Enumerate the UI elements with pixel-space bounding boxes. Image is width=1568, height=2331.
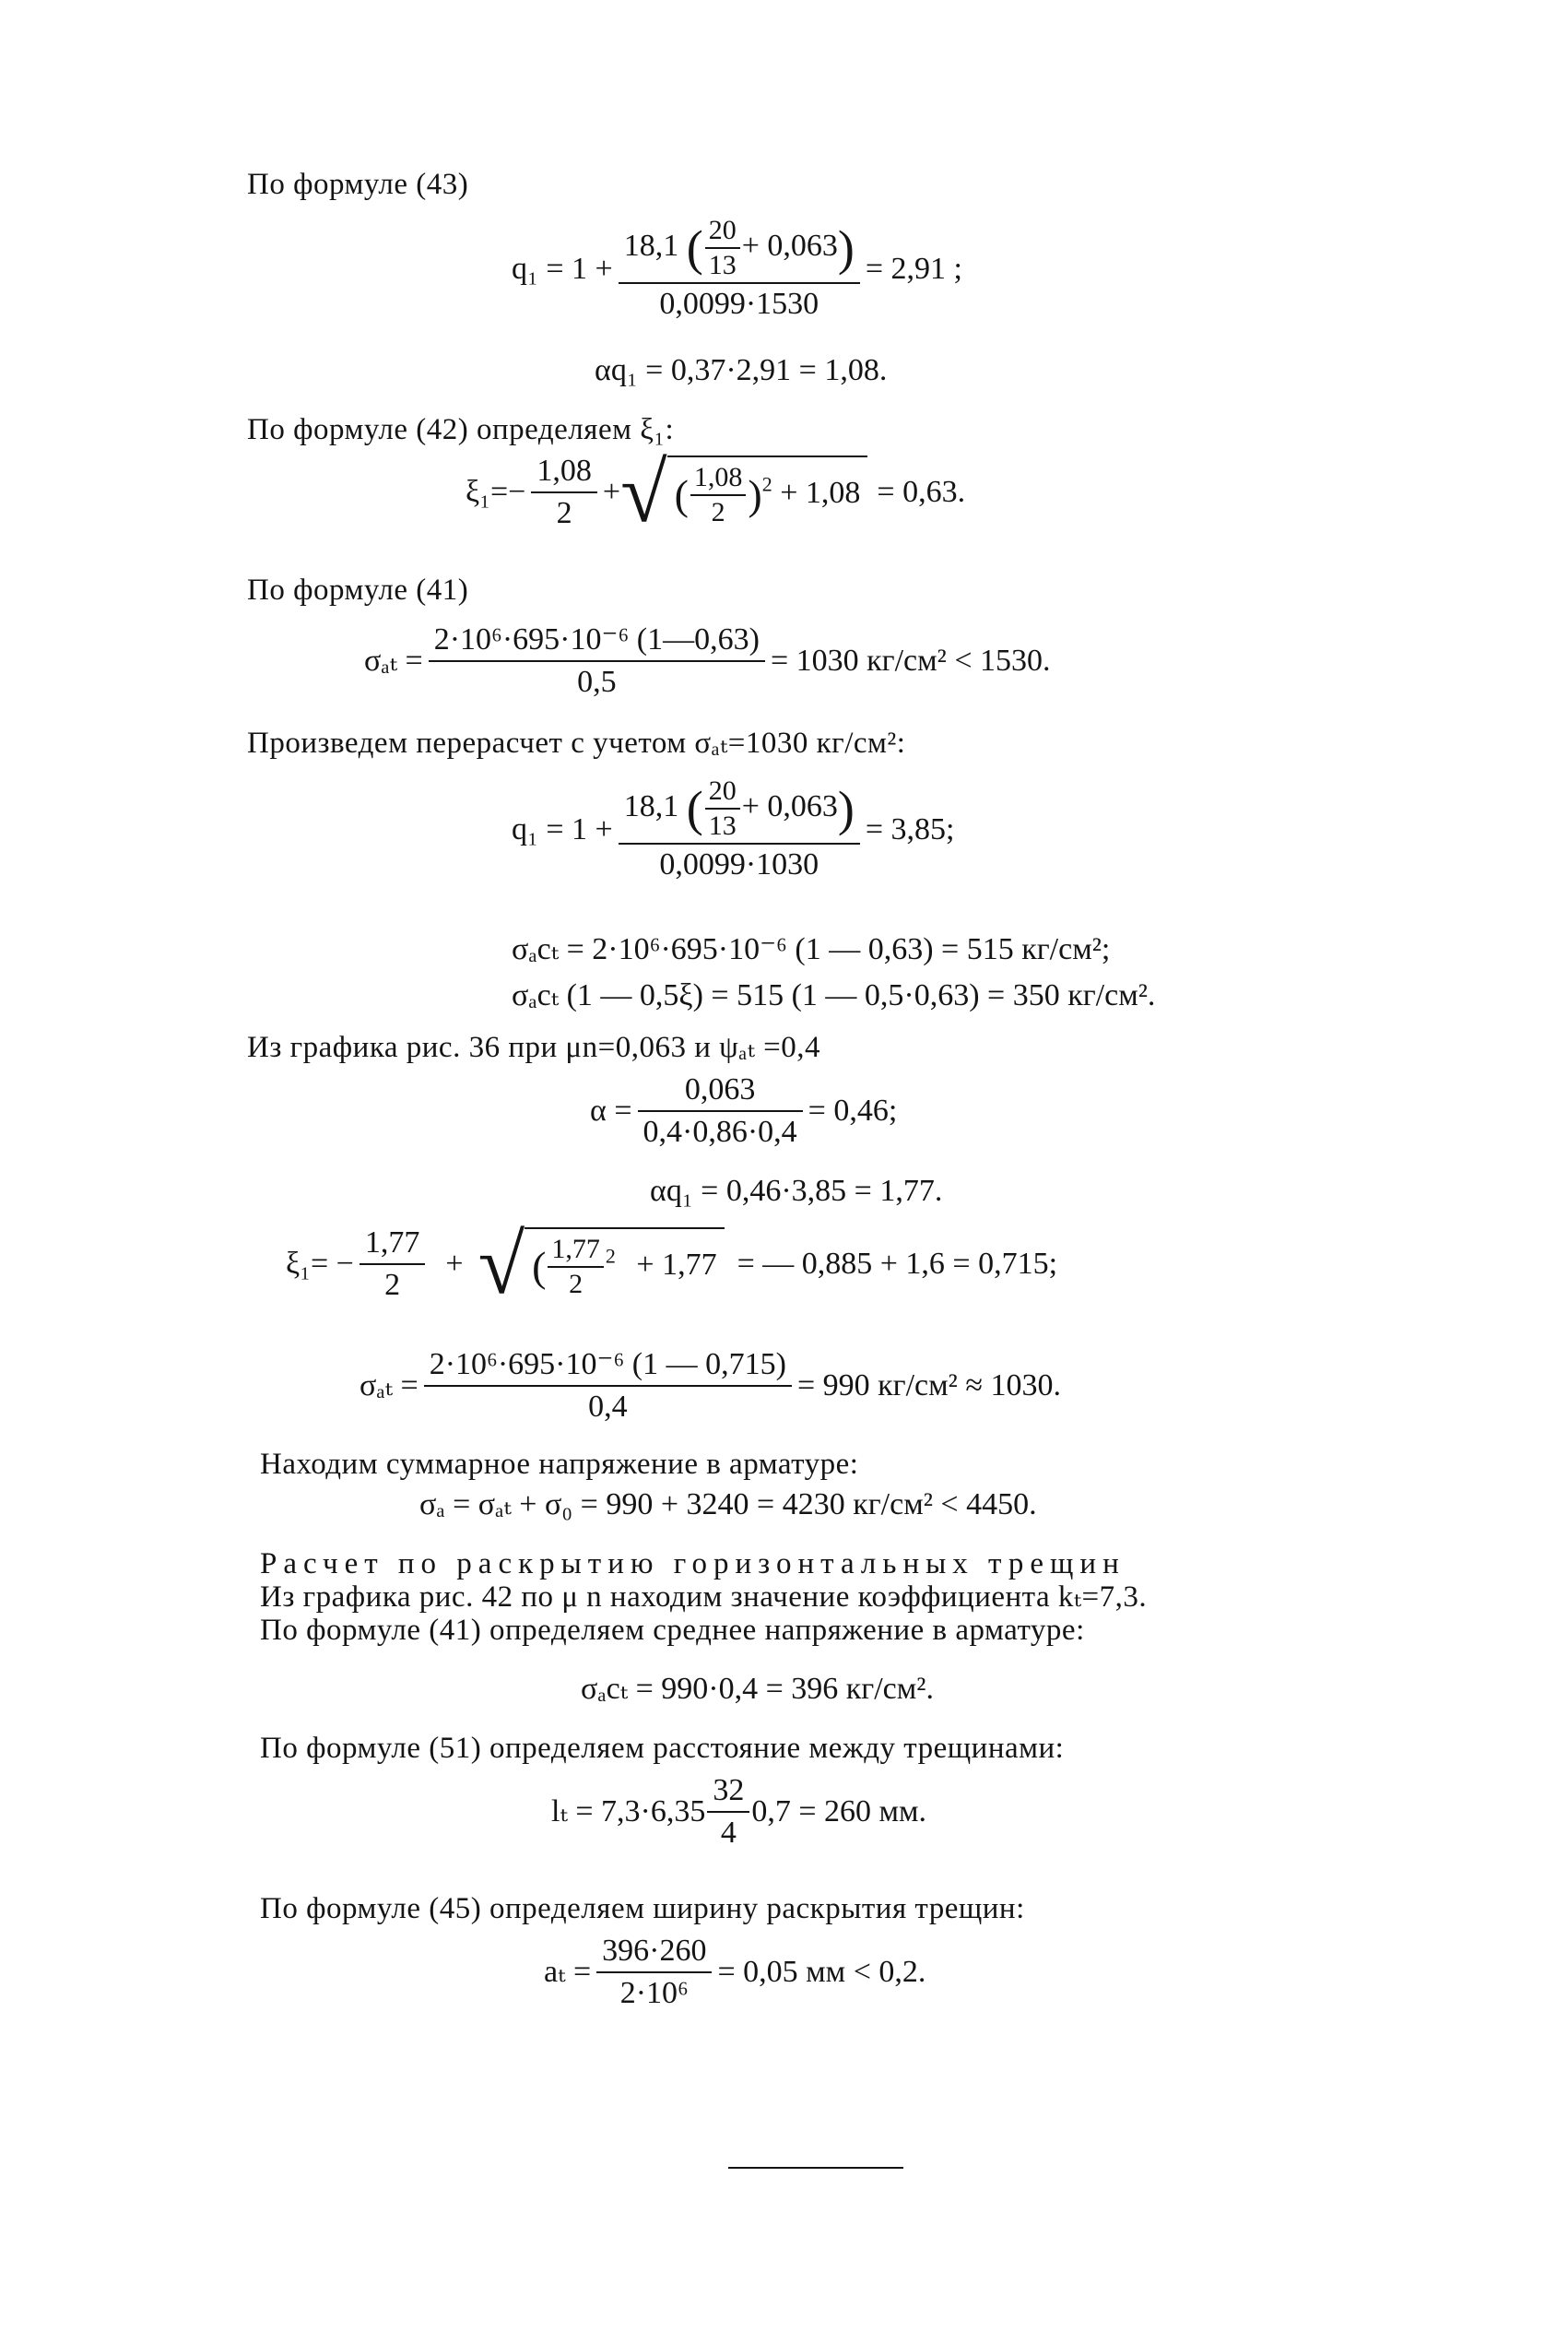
eq5-fraction — [619, 775, 860, 885]
equation-xi1-first — [466, 445, 966, 539]
eq4-num: 2·10⁶·695·10⁻⁶ (1—0,63) — [429, 620, 765, 662]
equation-crack-spacing — [551, 1770, 926, 1853]
eq11-result: = 990 кг/см² ≈ 1030. — [796, 1368, 1061, 1402]
eq3-num: 1,08 — [531, 451, 597, 493]
equation-sigma-at-first — [364, 620, 1051, 703]
eq5-result: = 3,85; — [865, 812, 955, 846]
eq4-lhs: σₐₜ = — [364, 644, 423, 678]
eq14-fraction — [707, 1770, 749, 1853]
section-heading: Расчет по раскрытию горизонтальных трещин — [260, 1547, 1126, 1580]
eq10-radicand: ( $\frac{1,77}{2}$ $^2$ + 1,77 — [525, 1227, 725, 1301]
eq3-inner-fraction — [690, 461, 747, 529]
text-line-6: Находим суммарное напряжение в арматуре: — [260, 1448, 859, 1481]
eq15-result: = 0,05 мм < 0,2. — [717, 1955, 926, 1989]
eq3-result: = 0,63. — [877, 475, 966, 509]
eq1-inner-rest: + 0,063 — [741, 228, 838, 263]
eq3-fraction — [531, 451, 597, 534]
eq1-inner-fraction — [705, 214, 740, 282]
eq5-lhs: q₁ = 1 + — [512, 812, 613, 846]
equation-sigma-act-second: σₐcₜ (1 — 0,5ξ) = 515 (1 — 0,5·0,63) = 350 кг/см². — [512, 978, 1156, 1012]
equation-sigma-at-second — [360, 1344, 1061, 1427]
eq8-den: 0,4·0,86·0,4 — [643, 1115, 797, 1149]
end-divider — [728, 2167, 903, 2169]
eq10-inner-rest: + 1,77 — [636, 1247, 717, 1282]
equation-xi1-second — [286, 1217, 1058, 1311]
equation-alpha-q1-first: αq₁ = 0,37·2,91 = 1,08. — [595, 353, 888, 387]
text-line-1: По формуле (43) — [247, 168, 469, 201]
eq1-coef: 18,1 — [623, 228, 679, 263]
eq10-fraction — [360, 1223, 426, 1306]
text-line-11: По формуле (45) определяем ширину раскрытия трещин: — [260, 1892, 1025, 1925]
eq3-inner-num: 1,08 — [690, 461, 747, 496]
equation-q1-first — [512, 214, 962, 325]
eq8-fraction — [638, 1070, 803, 1153]
eq4-fraction — [429, 620, 765, 703]
equation-sigma-act-first: σₐcₜ = 2·10⁶·695·10⁻⁶ (1 — 0,63) = 515 кг/см²; — [512, 932, 1111, 966]
eq1-denominator: 0,0099·1530 — [659, 287, 819, 321]
sqrt-icon: √ — [620, 445, 667, 539]
text-line-4: Произведем перерасчет с учетом σₐₜ=1030 кг/см²: — [247, 727, 906, 760]
eq1-numerator: 18,1 ( $\frac{20}{13}$ + 0,063) — [619, 214, 860, 284]
eq3-radicand: ( $\frac{1,08}{2}$ )$^2$ + 1,08 — [667, 456, 868, 529]
equation-q1-second — [512, 775, 954, 885]
eq1-fraction — [619, 214, 860, 325]
eq11-lhs: σₐₜ = — [360, 1368, 419, 1402]
text-line-3: По формуле (41) — [247, 574, 469, 607]
equation-alpha-q1-second: αq₁ = 0,46·3,85 = 1,77. — [650, 1174, 943, 1208]
eq14-num: 32 — [707, 1770, 749, 1813]
eq15-den: 2·10⁶ — [619, 1976, 689, 2010]
eq3-inner-den: 2 — [711, 497, 725, 527]
eq5-denominator: 0,0099·1030 — [659, 847, 819, 882]
eq14-lhs: lₜ = 7,3·6,35 — [551, 1794, 706, 1828]
eq1-inner-den: 13 — [708, 250, 737, 280]
eq15-num: 396·260 — [596, 1931, 712, 1973]
eq1-lhs: q₁ = 1 + — [512, 252, 613, 286]
eq15-fraction — [596, 1931, 712, 2014]
text-line-9: По формуле (41) определяем среднее напряжение в арматуре: — [260, 1614, 1085, 1647]
eq5-inner-fraction — [705, 775, 740, 843]
eq10-inner-num: 1,77 — [548, 1233, 604, 1268]
text-line-8: Из графика рис. 42 по μ n находим значение коэффициента kₜ=7,3. — [260, 1580, 1148, 1614]
eq8-lhs: α = — [590, 1094, 632, 1128]
eq5-inner-den: 13 — [708, 811, 737, 841]
eq10-inner-den: 2 — [569, 1269, 584, 1299]
eq11-den: 0,4 — [588, 1390, 628, 1424]
eq10-result: = — 0,885 + 1,6 = 0,715; — [737, 1247, 1058, 1281]
equation-crack-width — [544, 1931, 925, 2014]
eq11-fraction — [424, 1344, 792, 1427]
sqrt-icon: √ — [477, 1217, 525, 1311]
eq4-result: = 1030 кг/см² < 1530. — [770, 644, 1051, 678]
eq15-lhs: aₜ = — [544, 1955, 592, 1989]
eq10-den: 2 — [384, 1268, 401, 1302]
text-line-10: По формуле (51) определяем расстояние между трещинами: — [260, 1732, 1065, 1765]
eq14-den: 4 — [720, 1816, 737, 1850]
eq10-num: 1,77 — [360, 1223, 426, 1265]
eq1-result: = 2,91 ; — [865, 252, 962, 286]
eq14-result: 0,7 = 260 мм. — [751, 1794, 927, 1828]
eq3-plus: + — [602, 475, 621, 509]
eq5-inner-rest: + 0,063 — [741, 788, 838, 823]
equation-sigma-a-total: σₐ = σₐₜ + σ₀ = 990 + 3240 = 4230 кг/см² < 4450. — [419, 1487, 1037, 1521]
eq3-inner-rest: + 1,08 — [780, 475, 861, 510]
eq5-coef: 18,1 — [623, 788, 679, 823]
eq8-result: = 0,46; — [808, 1094, 898, 1128]
eq10-inner-fraction — [548, 1233, 604, 1301]
eq4-den: 0,5 — [577, 665, 617, 699]
text-line-5: Из графика рис. 36 при μn=0,063 и ψₐₜ =0,4 — [247, 1031, 821, 1064]
eq1-inner-num: 20 — [705, 214, 740, 249]
text-line-2: По формуле (42) определяем ξ₁: — [247, 413, 675, 446]
eq10-lhs: ξ₁= − — [286, 1247, 354, 1281]
equation-alpha — [590, 1070, 897, 1153]
eq3-lhs: ξ₁=− — [466, 475, 526, 509]
eq8-num: 0,063 — [638, 1070, 803, 1112]
equation-sigma-act-third: σₐcₜ = 990·0,4 = 396 кг/см². — [581, 1672, 934, 1706]
eq10-plus: + — [445, 1247, 464, 1281]
eq5-numerator: 18,1 ( $\frac{20}{13}$ + 0,063) — [619, 775, 860, 845]
eq5-inner-num: 20 — [705, 775, 740, 810]
eq11-num: 2·10⁶·695·10⁻⁶ (1 — 0,715) — [424, 1344, 792, 1387]
eq3-den: 2 — [556, 496, 572, 530]
